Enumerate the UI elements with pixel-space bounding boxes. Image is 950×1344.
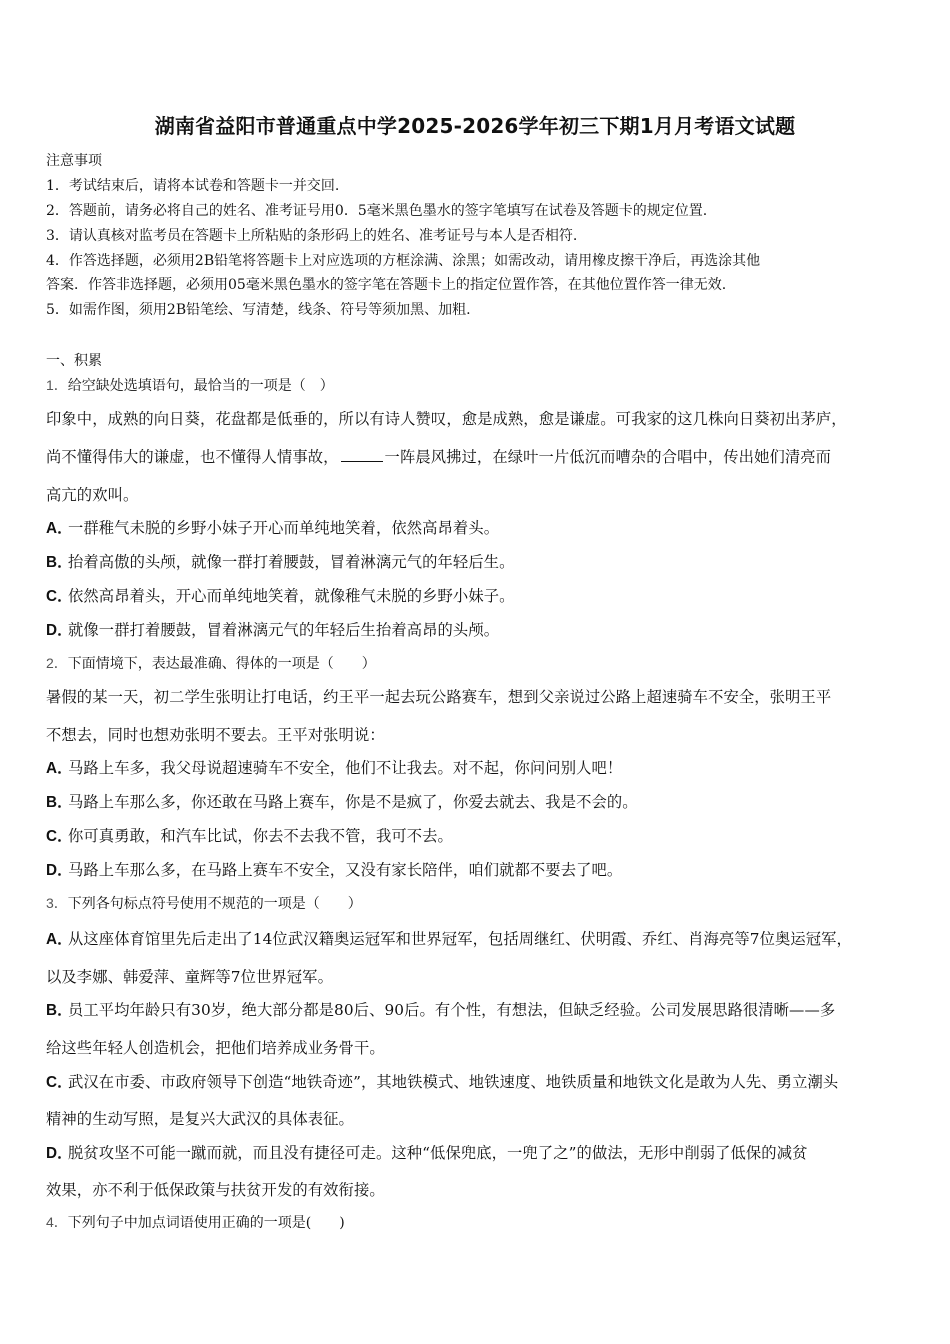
option-d [46,619,499,642]
option-letter: C． [46,1074,73,1091]
notice-item: 2．答题前，请务必将自己的姓名、准考证号用0．5毫米黑色墨水的签字笔填写在试卷及答题卡的规定位置. [46,203,708,219]
passage-fragment: 一阵晨风拂过，在绿叶一片低沉而嘈杂的合唱中，传出她们清亮而 [384,448,832,466]
option-c [46,1071,838,1094]
option-b [46,551,515,574]
passage-fragment: 尚不懂得伟大的谦虚，也不懂得人情事故， [46,448,339,466]
option-letter: D． [46,862,73,879]
option-text: 马路上车那么多，在马路上赛车不安全，又没有家长陪伴，咱们就都不要去了吧。 [68,861,623,879]
passage-line: 不想去，同时也想劝张明不要去。王平对张明说： [46,726,385,744]
passage-line: 高亢的欢叫。 [46,486,139,504]
question-text: 下列句子中加点词语使用正确的一项是( ) [67,1215,345,1231]
option-a [46,517,499,540]
option-b [46,999,835,1022]
question-number: 2． [46,655,68,671]
option-letter: D． [46,1145,73,1162]
option-d [46,859,622,882]
option-text: 武汉在市委、市政府领导下创造“地铁奇迹”，其地铁模式、地铁速度、地铁质量和地铁文化是敢为人先、勇立潮头 [68,1073,839,1091]
option-text: 依然高昂着头，开心而单纯地笑着，就像稚气未脱的乡野小妹子。 [68,587,515,605]
option-continuation: 精神的生动写照，是复兴大武汉的具体表征。 [46,1110,354,1128]
option-letter: B． [46,554,73,571]
option-a [46,928,852,951]
question-text: 下列各句标点符号使用不规范的一项是（ ） [67,896,362,912]
option-letter: B． [46,794,73,811]
option-continuation: 给这些年轻人创造机会，把他们培养成业务骨干。 [46,1039,385,1057]
question-number: 1． [46,377,68,393]
exam-page [46,0,912,1344]
question-stem [46,652,376,675]
option-c [46,585,515,608]
option-text: 员工平均年龄只有30岁，绝大部分都是80后、90后。有个性，有想法，但缺乏经验。公司发展思路很清晰——多 [68,1001,836,1019]
passage-line: 暑假的某一天，初二学生张明让打电话，约王平一起去玩公路赛车，想到父亲说过公路上超速骑车不安全，张明王平 [46,688,832,706]
question-number: 3． [46,895,68,911]
option-letter: D． [46,622,73,639]
option-b [46,791,638,814]
question-text: 下面情境下，表达最准确、得体的一项是（ ） [67,656,376,672]
notice-item: 答案．作答非选择题，必须用05毫米黑色墨水的签字笔在答题卡上的指定位置作答，在其他位置作答一律无效. [46,277,727,293]
option-continuation: 以及李娜、韩爱萍、童辉等7位世界冠军。 [46,968,333,986]
question-stem [46,1211,345,1234]
option-text: 一群稚气未脱的乡野小妹子开心而单纯地笑着，依然高昂着头。 [68,519,500,537]
page-title: 湖南省益阳市普通重点中学2025-2026学年初三下期1月月考语文试题 [154,114,796,138]
option-d [46,1142,808,1165]
option-text: 你可真勇敢，和汽车比试，你去不去我不管，我可不去。 [68,827,453,845]
fill-blank [341,447,383,462]
option-letter: A． [46,931,73,948]
option-text: 马路上车多，我父母说超速骑车不安全，他们不让我去。对不起，你问问别人吧！ [68,759,623,777]
option-text: 脱贫攻坚不可能一蹴而就，而且没有捷径可走。这种“低保兜底，一兜了之”的做法，无形中削弱了低保的减贫 [68,1144,808,1162]
passage-line [46,446,831,468]
question-text: 给空缺处选填语句，最恰当的一项是（ ） [67,378,334,394]
option-letter: A． [46,760,73,777]
option-text: 从这座体育馆里先后走出了14位武汉籍奥运冠军和世界冠军，包括周继红、伏明霞、乔红、肖海亮等7位奥运冠军， [68,930,852,948]
option-text: 就像一群打着腰鼓，冒着淋漓元气的年轻后生抬着高昂的头颅。 [68,621,500,639]
option-text: 马路上车那么多，你还敢在马路上赛车，你是不是疯了，你爱去就去、我是不会的。 [68,793,638,811]
notice-item: 4．作答选择题，必须用2B铅笔将答题卡上对应选项的方框涂满、涂黑；如需改动，请用橡皮擦干净后，再选涂其他 [46,253,761,269]
notice-item: 1．考试结束后，请将本试卷和答题卡一并交回. [46,178,340,194]
option-letter: C． [46,588,73,605]
option-letter: B． [46,1002,73,1019]
option-c [46,825,453,848]
notice-item: 5．如需作图，须用2B铅笔绘、写清楚，线条、符号等须加黑、加粗. [46,302,471,318]
option-a [46,757,622,780]
notice-item: 3．请认真核对监考员在答题卡上所粘贴的条形码上的姓名、准考证号与本人是否相符. [46,228,578,244]
option-letter: A． [46,520,73,537]
notice-heading: 注意事项 [46,153,102,169]
option-continuation: 效果，亦不利于低保政策与扶贫开发的有效衔接。 [46,1181,385,1199]
passage-line: 印象中，成熟的向日葵，花盘都是低垂的，所以有诗人赞叹，愈是成熟，愈是谦虚。可我家的这几株向日葵初出茅庐， [46,410,847,428]
question-number: 4． [46,1214,68,1230]
section-heading: 一、积累 [46,353,102,369]
option-text: 抬着高傲的头颅，就像一群打着腰鼓，冒着淋漓元气的年轻后生。 [68,553,515,571]
question-stem [46,374,334,397]
option-letter: C． [46,828,73,845]
question-stem [46,892,362,915]
